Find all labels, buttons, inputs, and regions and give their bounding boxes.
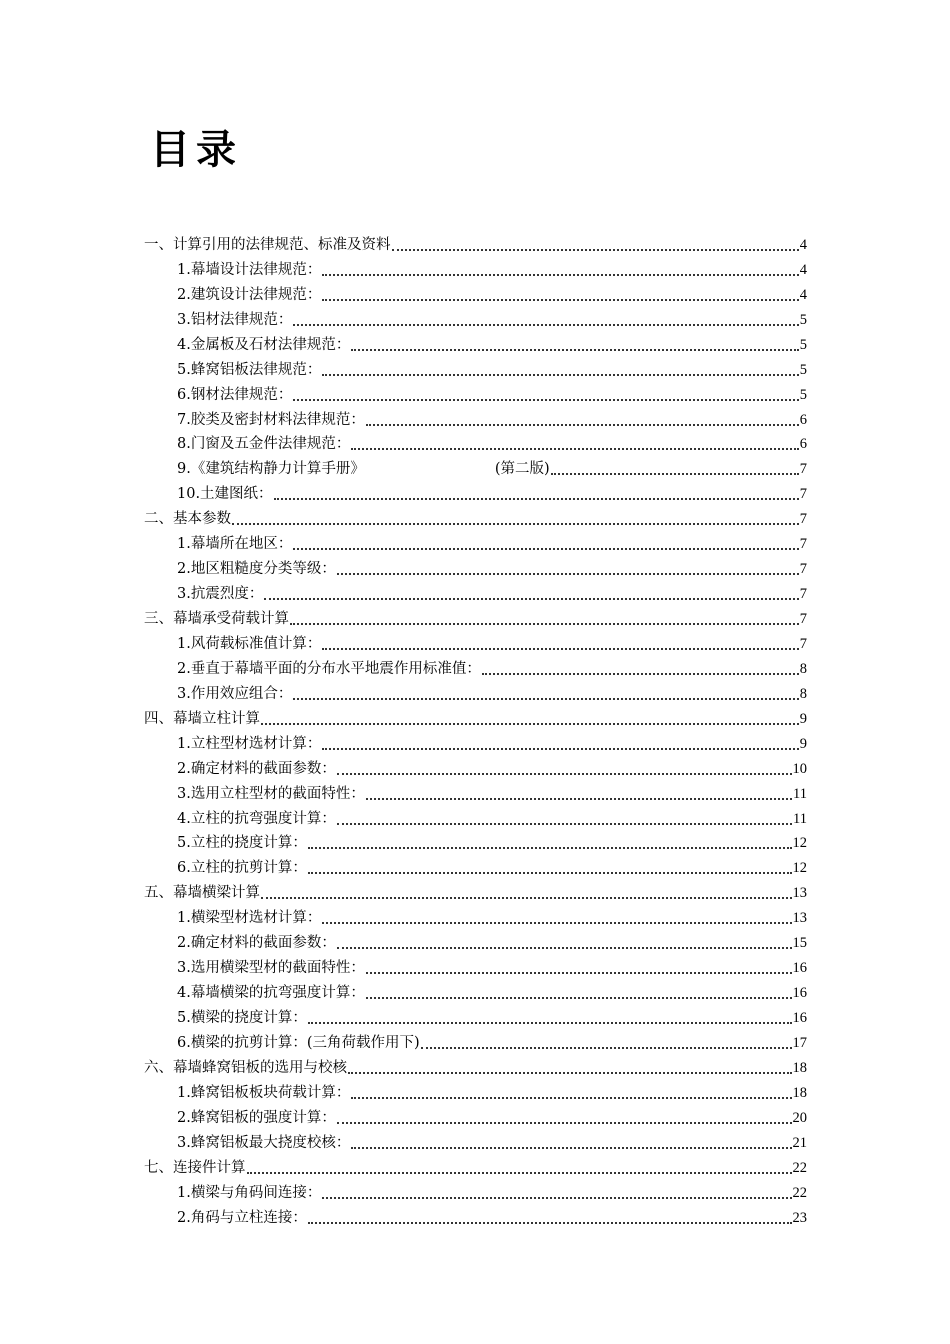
toc-dot-leader: [293, 686, 798, 700]
toc-dot-leader: [337, 561, 799, 575]
toc-page-number: 8: [799, 685, 807, 702]
toc-entry-label: 2.地区粗糙度分类等级：: [177, 561, 336, 578]
toc-subsection-entry[interactable]: [144, 928, 807, 953]
toc-entry-label: 3.抗震烈度：: [177, 586, 264, 603]
toc-entry-label: 5.横梁的挠度计算：: [177, 1010, 307, 1026]
toc-subsection-entry[interactable]: [144, 1028, 807, 1053]
toc-section-entry[interactable]: [144, 230, 807, 255]
toc-page-number: 7: [799, 561, 807, 578]
toc-subsection-entry[interactable]: [144, 405, 807, 430]
toc-dot-leader: [308, 860, 792, 874]
toc-dot-leader: [322, 910, 791, 924]
toc-subsection-entry[interactable]: [144, 1128, 807, 1153]
toc-dot-leader: [351, 337, 798, 351]
toc-subsection-entry[interactable]: [144, 754, 807, 779]
toc-dot-leader: [308, 1010, 792, 1024]
toc-subsection-entry[interactable]: [144, 454, 807, 479]
toc-page-number: 12: [792, 860, 807, 877]
toc-page-number: 8: [799, 660, 807, 677]
toc-page-number: 4: [799, 261, 807, 278]
toc-subsection-entry[interactable]: [144, 729, 807, 754]
toc-dot-leader: [322, 1185, 791, 1199]
toc-subsection-entry[interactable]: [144, 529, 807, 554]
toc-subsection-entry[interactable]: [144, 629, 807, 654]
toc-entry-label: 五、幕墙横梁计算: [144, 885, 260, 902]
toc-section-entry[interactable]: [144, 604, 807, 629]
toc-dot-leader: [293, 387, 798, 401]
toc-page-number: 22: [792, 1184, 807, 1201]
toc-subsection-entry[interactable]: [144, 255, 807, 280]
toc-page-number: 7: [799, 635, 807, 652]
toc-subsection-entry[interactable]: [144, 1078, 807, 1103]
toc-page-number: 13: [792, 910, 807, 927]
toc-dot-leader: [337, 935, 792, 949]
toc-dot-leader: [322, 362, 798, 376]
toc-page-number: 23: [792, 1209, 807, 1226]
toc-dot-leader: [290, 611, 799, 625]
toc-dot-leader: [308, 835, 792, 849]
toc-dot-leader: [322, 287, 798, 301]
toc-dot-leader: [392, 237, 799, 251]
toc-page-number: 7: [799, 586, 807, 603]
toc-dot-leader: [366, 412, 799, 426]
toc-subsection-entry[interactable]: [144, 479, 807, 504]
toc-subsection-entry[interactable]: [144, 1203, 807, 1228]
toc-entry-label: 2.垂直于幕墙平面的分布水平地震作用标准值：: [177, 660, 481, 677]
toc-subsection-entry[interactable]: [144, 305, 807, 330]
toc-entry-label: 3.选用横梁型材的截面特性：: [177, 960, 365, 977]
toc-entry-label: 2.蜂窝铝板的强度计算：: [177, 1109, 336, 1126]
toc-entry-label: 四、幕墙立柱计算: [144, 710, 260, 727]
toc-subsection-entry[interactable]: [144, 330, 807, 355]
toc-entry-label: 1.风荷载标准值计算：: [177, 635, 322, 652]
toc-entry-label: 6.横梁的抗剪计算：(三角荷载作用下): [177, 1034, 420, 1051]
toc-subsection-entry[interactable]: [144, 779, 807, 804]
toc-dot-leader: [348, 1060, 792, 1074]
toc-dot-leader: [322, 262, 798, 276]
toc-entry-label: 4.幕墙横梁的抗弯强度计算：: [177, 985, 365, 1002]
toc-subsection-entry[interactable]: [144, 953, 807, 978]
toc-entry-label: 6.钢材法律规范：: [177, 386, 293, 403]
toc-page-number: 5: [799, 386, 807, 403]
toc-subsection-entry[interactable]: [144, 1178, 807, 1203]
toc-page-number: 7: [799, 486, 807, 503]
toc-subsection-entry[interactable]: [144, 1103, 807, 1128]
toc-page-number: 9: [799, 710, 807, 727]
toc-dot-leader: [366, 985, 792, 999]
toc-section-entry[interactable]: [144, 504, 807, 529]
toc-subsection-entry[interactable]: [144, 853, 807, 878]
toc-entry-label: 1.横梁型材选材计算：: [177, 910, 322, 927]
toc-page-number: 6: [799, 436, 807, 453]
toc-section-entry[interactable]: [144, 704, 807, 729]
toc-page-number: 20: [792, 1109, 807, 1126]
toc-dot-leader: [247, 1160, 792, 1174]
toc-entry-label: 9.《建筑结构静力计算手册》 (第二版): [177, 461, 550, 478]
toc-entry-label: 10.土建图纸：: [177, 486, 273, 503]
toc-subsection-entry[interactable]: [144, 280, 807, 305]
toc-entry-label: 2.建筑设计法律规范：: [177, 286, 322, 303]
toc-dot-leader: [293, 312, 798, 326]
toc-page-number: 7: [799, 536, 807, 553]
toc-page-number: 16: [792, 985, 807, 1002]
toc-dot-leader: [264, 586, 798, 600]
page-title: 目录: [150, 127, 242, 173]
toc-subsection-entry[interactable]: [144, 903, 807, 928]
toc-subsection-entry[interactable]: [144, 380, 807, 405]
toc-page-number: 9: [799, 735, 807, 752]
toc-subsection-entry[interactable]: [144, 654, 807, 679]
toc-page-number: 4: [799, 286, 807, 303]
toc-page-number: 7: [799, 611, 807, 627]
toc-page-number: 6: [799, 411, 807, 428]
toc-page-number: 13: [792, 885, 807, 902]
toc-subsection-entry[interactable]: [144, 430, 807, 455]
toc-dot-leader: [366, 960, 792, 974]
toc-entry-label: 2.确定材料的截面参数：: [177, 935, 336, 952]
toc-subsection-entry[interactable]: [144, 579, 807, 604]
toc-page-number: 10: [792, 760, 807, 777]
toc-page-number: 17: [792, 1034, 807, 1051]
toc-dot-leader: [274, 486, 799, 500]
toc-entry-label: 4.立柱的抗弯强度计算：: [177, 810, 336, 827]
toc-subsection-entry[interactable]: [144, 355, 807, 380]
toc-entry-label: 6.立柱的抗剪计算：: [177, 860, 307, 877]
toc-entry-label: 七、连接件计算: [144, 1159, 246, 1176]
toc-entry-label: 3.铝材法律规范：: [177, 311, 293, 328]
toc-subsection-entry[interactable]: [144, 804, 807, 829]
toc-page-number: 15: [792, 935, 807, 952]
toc-subsection-entry[interactable]: [144, 978, 807, 1003]
toc-subsection-entry[interactable]: [144, 829, 807, 854]
toc-page-number: 16: [792, 960, 807, 977]
toc-entry-label: 3.选用立柱型材的截面特性：: [177, 785, 365, 802]
toc-dot-leader: [261, 711, 799, 725]
toc-page-number: 16: [792, 1010, 807, 1026]
toc-page-number: 18: [792, 1059, 807, 1076]
toc-dot-leader: [337, 761, 792, 775]
toc-page-number: 5: [799, 361, 807, 378]
toc-entry-label: 二、基本参数: [144, 511, 231, 528]
toc-dot-leader: [421, 1035, 792, 1049]
toc-page-number: 18: [792, 1084, 807, 1101]
toc-dot-leader: [366, 786, 792, 800]
toc-entry-label: 4.金属板及石材法律规范：: [177, 336, 351, 353]
toc-page-number: 4: [799, 236, 807, 253]
toc-entry-label: 5.蜂窝铝板法律规范：: [177, 361, 322, 378]
table-of-contents: [144, 230, 807, 1228]
toc-dot-leader: [351, 436, 798, 450]
toc-page-number: 22: [792, 1159, 807, 1176]
toc-dot-leader: [337, 811, 792, 825]
toc-entry-label: 六、幕墙蜂窝铝板的选用与校核: [144, 1059, 347, 1076]
toc-entry-label: 1.幕墙所在地区：: [177, 536, 293, 553]
toc-dot-leader: [261, 885, 792, 899]
toc-dot-leader: [293, 536, 798, 550]
toc-page-number: 7: [799, 461, 807, 478]
toc-dot-leader: [308, 1210, 792, 1224]
toc-section-entry[interactable]: [144, 878, 807, 903]
toc-dot-leader: [232, 511, 799, 525]
toc-entry-label: 2.角码与立柱连接：: [177, 1209, 307, 1226]
toc-subsection-entry[interactable]: [144, 554, 807, 579]
toc-entry-label: 3.作用效应组合：: [177, 685, 293, 702]
toc-entry-label: 三、幕墙承受荷载计算: [144, 611, 289, 627]
toc-page-number: 21: [792, 1134, 807, 1151]
toc-section-entry[interactable]: [144, 1053, 807, 1078]
toc-section-entry[interactable]: [144, 1153, 807, 1178]
toc-subsection-entry[interactable]: [144, 679, 807, 704]
toc-entry-label: 一、计算引用的法律规范、标准及资料: [144, 236, 391, 253]
toc-entry-label: 5.立柱的挠度计算：: [177, 835, 307, 852]
toc-page-number: 5: [799, 311, 807, 328]
toc-entry-label: 1.幕墙设计法律规范：: [177, 261, 322, 278]
toc-entry-label: 1.蜂窝铝板板块荷载计算：: [177, 1084, 351, 1101]
toc-page-number: 5: [799, 336, 807, 353]
toc-subsection-entry[interactable]: [144, 1003, 807, 1028]
toc-dot-leader: [351, 1085, 791, 1099]
toc-dot-leader: [551, 461, 799, 475]
toc-entry-label: 8.门窗及五金件法律规范：: [177, 436, 351, 453]
toc-dot-leader: [322, 636, 798, 650]
toc-entry-label: 7.胶类及密封材料法律规范：: [177, 411, 365, 428]
toc-page-number: 11: [793, 810, 807, 827]
toc-dot-leader: [337, 1110, 792, 1124]
toc-entry-label: 2.确定材料的截面参数：: [177, 760, 336, 777]
toc-entry-label: 3.蜂窝铝板最大挠度校核：: [177, 1134, 351, 1151]
toc-dot-leader: [351, 1135, 791, 1149]
toc-entry-label: 1.横梁与角码间连接：: [177, 1184, 322, 1201]
toc-page-number: 7: [799, 511, 807, 528]
toc-dot-leader: [322, 736, 798, 750]
toc-page-number: 11: [793, 785, 807, 802]
toc-dot-leader: [482, 661, 799, 675]
toc-entry-label: 1.立柱型材选材计算：: [177, 735, 322, 752]
toc-page-number: 12: [792, 835, 807, 852]
